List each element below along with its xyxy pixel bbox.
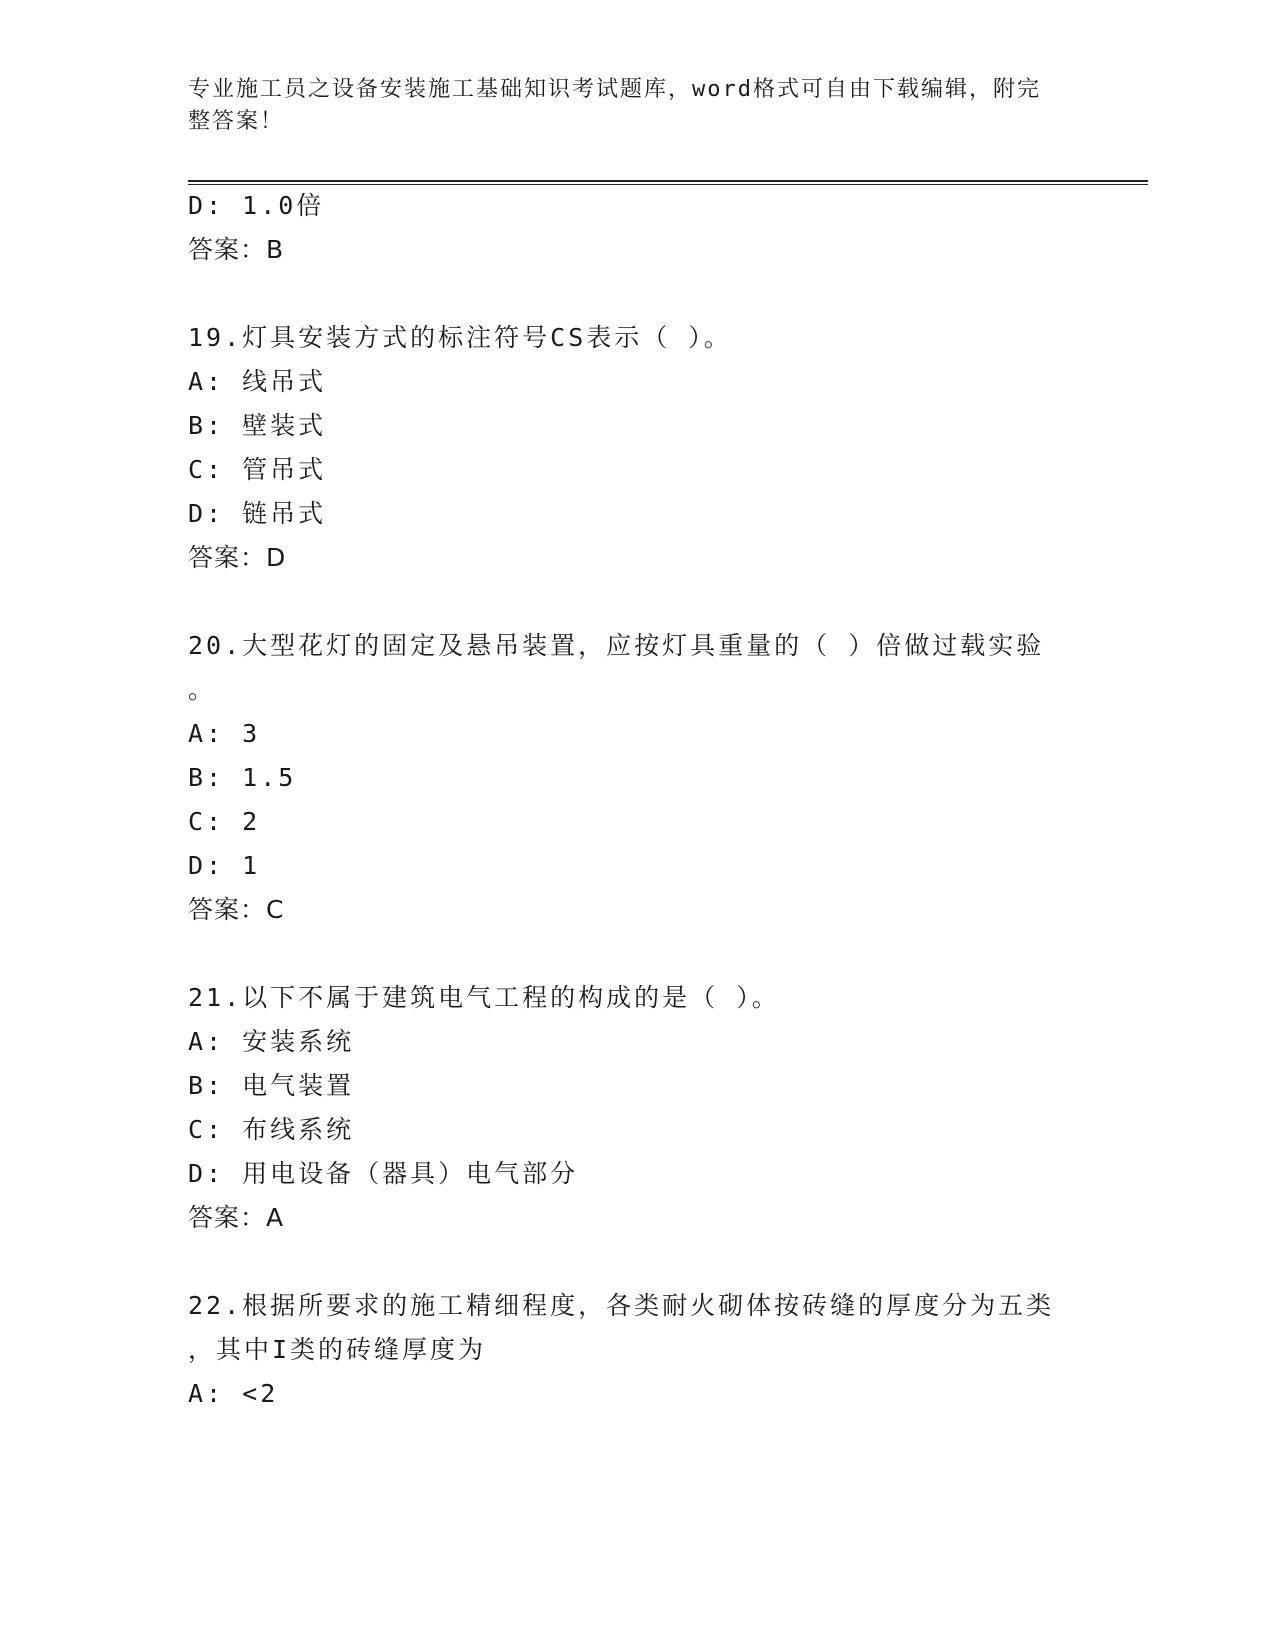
header-divider-thin [188, 184, 1148, 185]
q19-option-c: C: 管吊式 [188, 455, 327, 484]
q20-option-a: A: 3 [188, 719, 261, 748]
header-title-line-2: 整答案！ [188, 109, 285, 134]
q19-option-b: B: 壁装式 [188, 411, 327, 440]
q20-stem-line-1: 20.大型花灯的固定及悬吊装置，应按灯具重量的（ ）倍做过载实验 [188, 631, 1045, 660]
q18-answer: 答案：B [188, 235, 285, 264]
q21-option-d: D: 用电设备（器具）电气部分 [188, 1159, 579, 1188]
q21-answer: 答案：A [188, 1203, 285, 1232]
q21-option-c: C: 布线系统 [188, 1115, 355, 1144]
q20-answer: 答案：C [188, 895, 285, 924]
q21-option-a: A: 安装系统 [188, 1027, 355, 1056]
q22-option-a: A: <2 [188, 1379, 279, 1408]
q19-stem: 19.灯具安装方式的标注符号CS表示（ ）。 [188, 323, 732, 352]
q21-option-b: B: 电气装置 [188, 1071, 355, 1100]
q20-stem-line-2: 。 [188, 675, 217, 704]
document-header [188, 74, 1088, 138]
q19-option-d: D: 链吊式 [188, 499, 327, 528]
q22-stem-line-2: ，其中I类的砖缝厚度为 [188, 1335, 487, 1364]
q18-option-d: D: 1.0倍 [188, 191, 325, 220]
q21-stem: 21.以下不属于建筑电气工程的构成的是（ ）。 [188, 983, 780, 1012]
header-divider-thick [188, 180, 1148, 182]
q19-option-a: A: 线吊式 [188, 367, 327, 396]
q20-option-d: D: 1 [188, 851, 261, 880]
q19-answer: 答案：D [188, 543, 287, 572]
q20-option-b: B: 1.5 [188, 763, 297, 792]
q22-stem-line-1: 22.根据所要求的施工精细程度，各类耐火砌体按砖缝的厚度分为五类 [188, 1291, 1055, 1320]
q20-option-c: C: 2 [188, 807, 261, 836]
header-title-line-1: 专业施工员之设备安装施工基础知识考试题库，word格式可自由下载编辑，附完 [188, 77, 1041, 102]
